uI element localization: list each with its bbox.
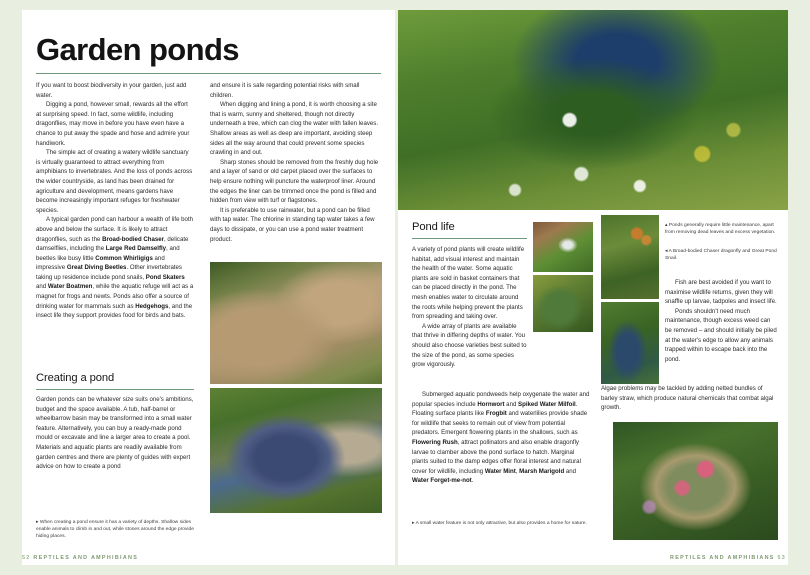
page-number: 53 bbox=[777, 555, 787, 561]
caption-text: Ponds generally require little maintenance, apart from removing dead leaves and excess vegetation. bbox=[665, 223, 776, 236]
paragraph: A variety of pond plants will create wildlife habitat, add visual interest and maintain the health of the water. Some aquatic plants are sold in basket containers that can be placed directly in the pond. The mesh enables water to circulate around the roots while helping prevent the plants from spreading and taking over. bbox=[412, 246, 525, 321]
paragraph: and ensure it is safe regarding potential risks with small children. bbox=[210, 82, 360, 99]
left-column-two bbox=[210, 81, 382, 244]
photo-water-bowl bbox=[613, 422, 778, 540]
paragraph: Fish are best avoided if you want to maximise wildlife returns, given they will snaffle up larvae, tadpoles and insect life. bbox=[665, 279, 777, 306]
paragraph: If you want to boost biodiversity in your garden, just add water. bbox=[36, 82, 187, 99]
left-page bbox=[22, 10, 395, 565]
section-divider bbox=[412, 238, 527, 239]
footer-left bbox=[22, 555, 138, 561]
paragraph: The simple act of creating a watery wildlife sanctuary is virtually guaranteed to attract everything from amphibians to invertebrates. And the loss of ponds across the wider countryside, as land has been drained for agriculture and development, means gardens have become increasingly important refuges for freshwater species. bbox=[36, 149, 193, 214]
photo-lilypad-snail bbox=[533, 275, 593, 332]
caption-marker-icon: ◂ bbox=[665, 249, 668, 254]
caption-text: When creating a pond ensure it has a variety of depths. Shallow sides enable animals to climb in and out, while stones around the edge provide hiding places. bbox=[36, 520, 194, 540]
section-heading-pond-life: Pond life bbox=[412, 221, 455, 233]
caption-creating-pond bbox=[36, 519, 198, 540]
creating-a-pond-body bbox=[36, 395, 194, 472]
photo-digging-pond bbox=[210, 262, 382, 384]
page-title: Garden ponds bbox=[36, 32, 239, 67]
paragraph: A wide array of plants are available that thrive in differing depths of water. You should also choose varieties best suited to the size of the pond, as some species grow vigorously. bbox=[412, 322, 527, 369]
paragraph: Sharp stones should be removed from the freshly dug hole and a layer of sand or old carpet placed over the surfaces to help ensure nothing will puncture the waterproof liner. Around the edges the liner can be trimmed once the pond is filled and hidden from view with turf or flagstones. bbox=[210, 158, 379, 205]
caption-pond-maintenance bbox=[665, 222, 777, 236]
footer-label: REPTILES AND AMPHIBIANS bbox=[670, 555, 775, 561]
sidebar-column-upper bbox=[665, 278, 777, 364]
paragraph: Ponds shouldn't need much maintenance, though excess weed can be removed – and should initially be piled at the water's edge to allow any animals trapped within to escape back into the pond. bbox=[665, 307, 777, 363]
section-divider bbox=[36, 389, 194, 390]
paragraph: Garden ponds can be whatever size suits one's ambitions, budget and the space available. A tub, half-barrel or wheelbarrow basin may be transformed into a small water feature. Alternatively, you can buy a ready-made pond mould or excavate and line a larger area to create a pool. Materials and aquatic plants are readily available from garden centres and there are plenty of guides with expert advice on how to create a pond bbox=[36, 396, 194, 471]
footer-right bbox=[670, 555, 786, 561]
sidebar-column-lower bbox=[601, 384, 778, 413]
page-number: 52 bbox=[22, 555, 31, 561]
photo-wildflower-pond bbox=[398, 10, 788, 210]
caption-marker-icon: ▴ bbox=[665, 223, 668, 228]
title-divider bbox=[36, 73, 381, 74]
caption-dragonfly-snail bbox=[665, 248, 777, 262]
photo-dragonfly bbox=[533, 222, 593, 272]
pond-life-column-one bbox=[412, 245, 527, 370]
paragraph: Algae problems may be tackled by adding netted bundles of barley straw, which produce natural chemicals that combat algal growth. bbox=[601, 385, 774, 412]
pond-life-column-two bbox=[412, 390, 592, 486]
caption-text: A small water feature is not only attractive, but also provides a home for nature. bbox=[415, 521, 587, 526]
caption-marker-icon: ▸ bbox=[36, 520, 39, 525]
section-heading-creating-a-pond: Creating a pond bbox=[36, 372, 115, 384]
caption-text: A Broad-bodied Chaser dragonfly and Great Pond Snail. bbox=[665, 249, 777, 262]
paragraph-rich: Submerged aquatic pondweeds help oxygenate the water and popular species include Hornwort and Spiked Water Milfoil. Floating surface plants like Frogbit and waterlilies provide shade for wildlife that seeks to remain out of view from potential predators. Emergent flowering plants in the shallows, such as Flowering Rush, attract pollinators and also enable dragonfly larvae to clamber above the pond surface to hatch. Marginal plants suited to the damp edges offer floral interest and natural cover for wildlife, including Water Mint, Marsh Marigold and Water Forget-me-not. bbox=[412, 391, 590, 485]
photo-finished-pond bbox=[210, 388, 382, 513]
footer-label: REPTILES AND AMPHIBIANS bbox=[33, 555, 139, 561]
paragraph: It is preferable to use rainwater, but a pond can be filled with tap water. The chlorine in standing tap water takes a few days to dissipate, or you can use a pond water treatment product. bbox=[210, 206, 375, 243]
caption-marker-icon: ▸ bbox=[412, 521, 415, 526]
photo-pond-surface bbox=[601, 302, 659, 384]
paragraph: When digging and lining a pond, it is worth choosing a site that is warm, sunny and sheltered, though not directly underneath a tree, which can clog the water with fallen leaves. Shallow areas as well as deep are important, avoiding steep sides all the way around that could prevent some species crawling in and out. bbox=[210, 101, 379, 157]
photo-garden-border bbox=[601, 215, 659, 299]
caption-water-feature bbox=[412, 520, 592, 527]
paragraph-rich: A typical garden pond can harbour a wealth of life both above and below the surface. It is likely to attract dragonflies, such as the Broad-bodied Chaser, delicate damselflies, including the Large Red Damselfly, and beetles like busy little Common Whirligigs and impressive Great Diving Beetles. Other invertebrates taking up residence include pond snails, Pond Skaters and Water Boatmen, while the aquatic refuge will act as a magnet for frogs and newts. Ponds also offer a source of drinking water for mammals such as Hedgehogs, and the insect life they support provides food for birds and bats. bbox=[36, 216, 194, 320]
left-column-one bbox=[36, 81, 194, 321]
paragraph: Digging a pond, however small, rewards all the effort at surprising speed. In fact, some wildlife, including dragonflies, may move in before you have even have a chance to put away the spade and hose and admire your handiwork. bbox=[36, 101, 190, 147]
